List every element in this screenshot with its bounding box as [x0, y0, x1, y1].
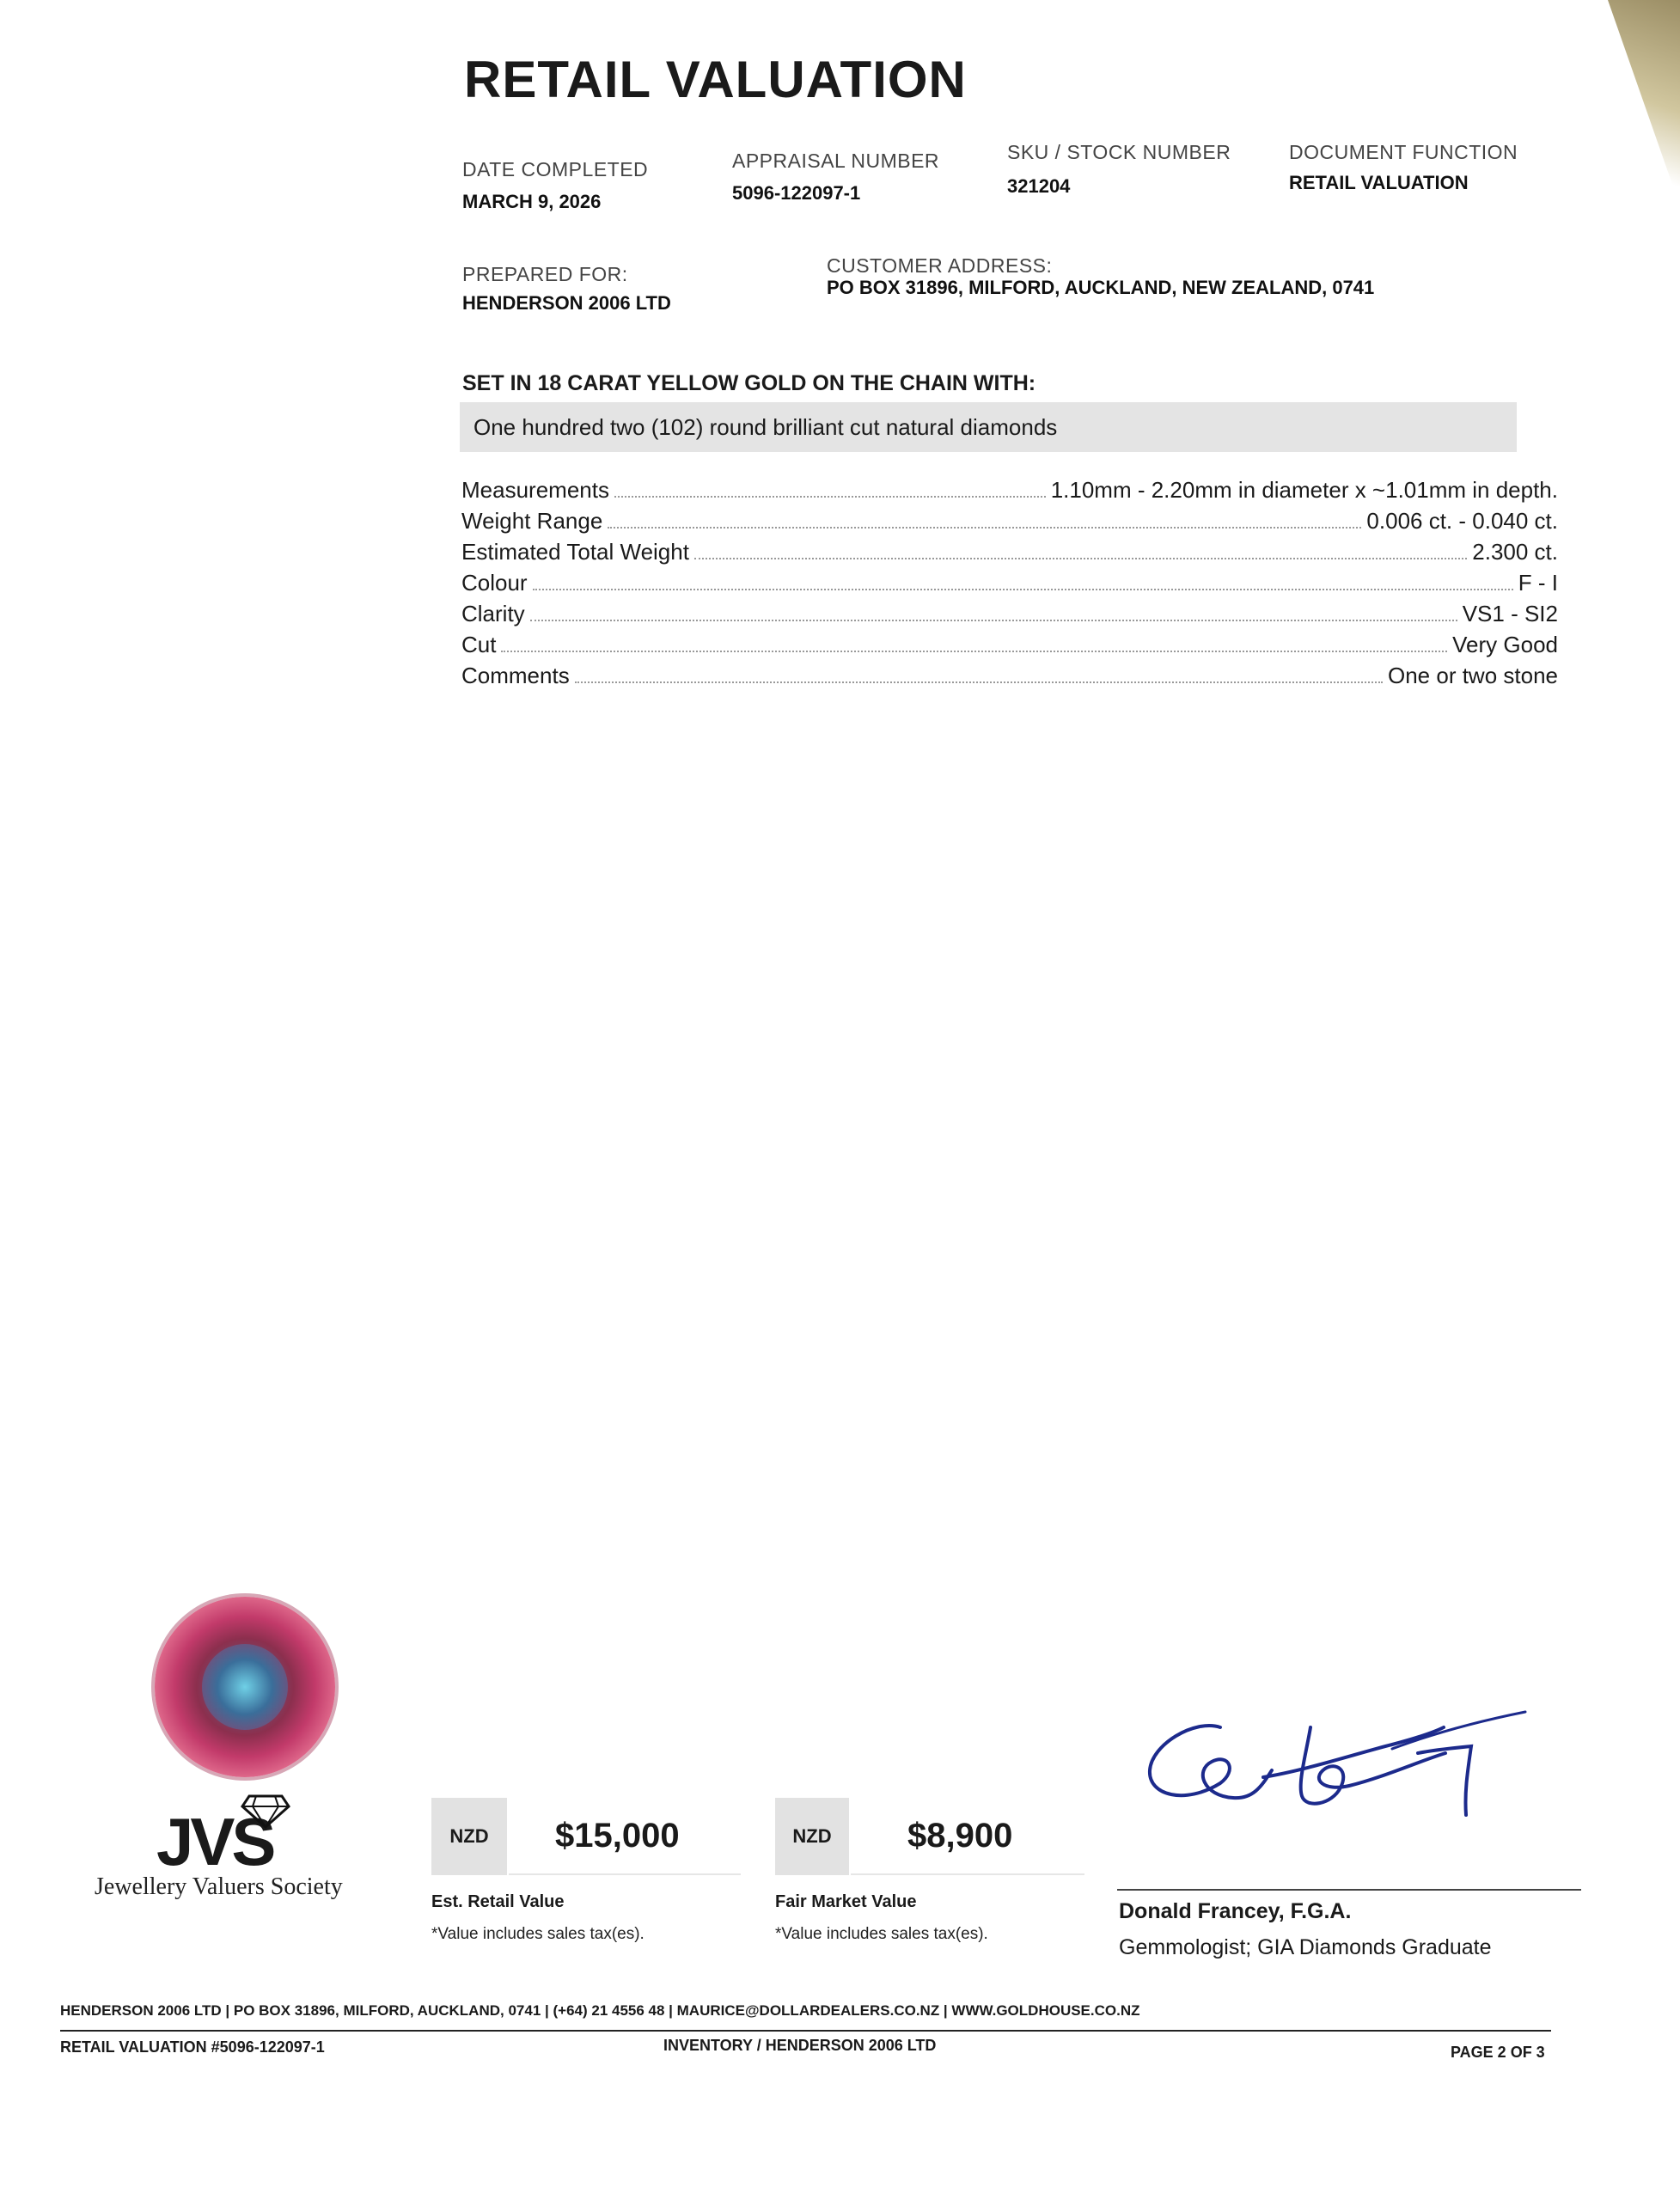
page-corner-shadow: [1560, 0, 1680, 206]
seal-globe-icon: [202, 1644, 288, 1730]
spec-row-cut: [461, 629, 1558, 658]
spec-leader-dots: [575, 681, 1383, 683]
spec-leader-dots: [694, 558, 1467, 559]
footer-contact-info: HENDERSON 2006 LTD | PO BOX 31896, MILFORD, AUCKLAND, 0741 | (+64) 21 4556 48 | MAURICE@DOLLARDEALERS.CO.NZ | WWW.GOLDHOUSE.CO.NZ: [60, 2002, 1140, 2019]
fair-market-value-note: *Value includes sales tax(es).: [775, 1925, 988, 1943]
retail-value-label: Est. Retail Value: [431, 1892, 565, 1911]
footer-reference: RETAIL VALUATION #5096-122097-1: [60, 2038, 325, 2056]
spec-label: Weight Range: [461, 508, 603, 534]
retail-value-amount: $15,000: [509, 1798, 741, 1875]
document-function-value: RETAIL VALUATION: [1289, 172, 1469, 193]
fair-market-currency-badge: NZD: [775, 1798, 849, 1875]
jvs-logo-text: JVS: [156, 1804, 273, 1879]
spec-label: Estimated Total Weight: [461, 539, 689, 565]
handwritten-signature: [1134, 1702, 1547, 1830]
fair-market-value-amount: $8,900: [851, 1798, 1084, 1875]
signer-name: Donald Francey, F.G.A.: [1119, 1899, 1352, 1923]
spec-row-colour: [461, 567, 1558, 596]
appraisal-number-value: 5096-122097-1: [732, 182, 861, 204]
retail-value-note: *Value includes sales tax(es).: [431, 1925, 645, 1943]
prepared-for-value: HENDERSON 2006 LTD: [462, 292, 671, 314]
footer-inventory: INVENTORY / HENDERSON 2006 LTD: [663, 2037, 937, 2054]
spec-row-comments: [461, 660, 1558, 689]
spec-value: 2.300 ct.: [1472, 539, 1558, 565]
footer-page-number: PAGE 2 OF 3: [1451, 2044, 1545, 2061]
retail-currency-badge: NZD: [431, 1798, 507, 1875]
spec-leader-dots: [501, 651, 1447, 652]
date-completed-label: DATE COMPLETED: [462, 158, 649, 180]
signer-title: Gemmologist; GIA Diamonds Graduate: [1119, 1935, 1492, 1959]
spec-row-weight-range: [461, 505, 1558, 535]
spec-value: F - I: [1518, 570, 1558, 596]
prepared-for-label: PREPARED FOR:: [462, 263, 628, 285]
document-function-label: DOCUMENT FUNCTION: [1289, 141, 1518, 163]
item-section-title: SET IN 18 CARAT YELLOW GOLD ON THE CHAIN WITH:: [462, 371, 1036, 395]
spec-label: Measurements: [461, 477, 609, 503]
spec-value: 1.10mm - 2.20mm in diameter x ~1.01mm in depth.: [1050, 477, 1558, 503]
spec-row-clarity: [461, 598, 1558, 627]
society-name: Jewellery Valuers Society: [95, 1873, 343, 1900]
spec-leader-dots: [614, 496, 1046, 498]
holographic-seal: [155, 1597, 335, 1777]
spec-leader-dots: [530, 620, 1457, 621]
date-completed-value: MARCH 9, 2026: [462, 191, 602, 212]
customer-address-value: PO BOX 31896, MILFORD, AUCKLAND, NEW ZEALAND, 0741: [827, 277, 1375, 298]
signature-line: [1117, 1889, 1581, 1891]
customer-address-label: CUSTOMER ADDRESS:: [827, 254, 1053, 277]
sku-value: 321204: [1007, 175, 1071, 197]
spec-label: Clarity: [461, 601, 525, 626]
spec-row-total-weight: [461, 536, 1558, 565]
spec-label: Comments: [461, 663, 570, 688]
spec-value: VS1 - SI2: [1462, 601, 1558, 626]
spec-label: Colour: [461, 570, 528, 596]
spec-row-measurements: [461, 474, 1558, 504]
spec-leader-dots: [608, 527, 1361, 529]
spec-label: Cut: [461, 632, 497, 657]
document-title: RETAIL VALUATION: [464, 51, 967, 108]
spec-value: Very Good: [1452, 632, 1558, 657]
spec-leader-dots: [533, 589, 1513, 590]
diamond-icon: [241, 1794, 290, 1829]
spec-value: One or two stone: [1388, 663, 1558, 688]
fair-market-value-label: Fair Market Value: [775, 1892, 917, 1911]
spec-value: 0.006 ct. - 0.040 ct.: [1366, 508, 1558, 534]
footer-divider: [60, 2030, 1551, 2032]
sku-label: SKU / STOCK NUMBER: [1007, 141, 1231, 163]
item-description: One hundred two (102) round brilliant cut natural diamonds: [460, 402, 1517, 452]
appraisal-number-label: APPRAISAL NUMBER: [732, 150, 940, 172]
